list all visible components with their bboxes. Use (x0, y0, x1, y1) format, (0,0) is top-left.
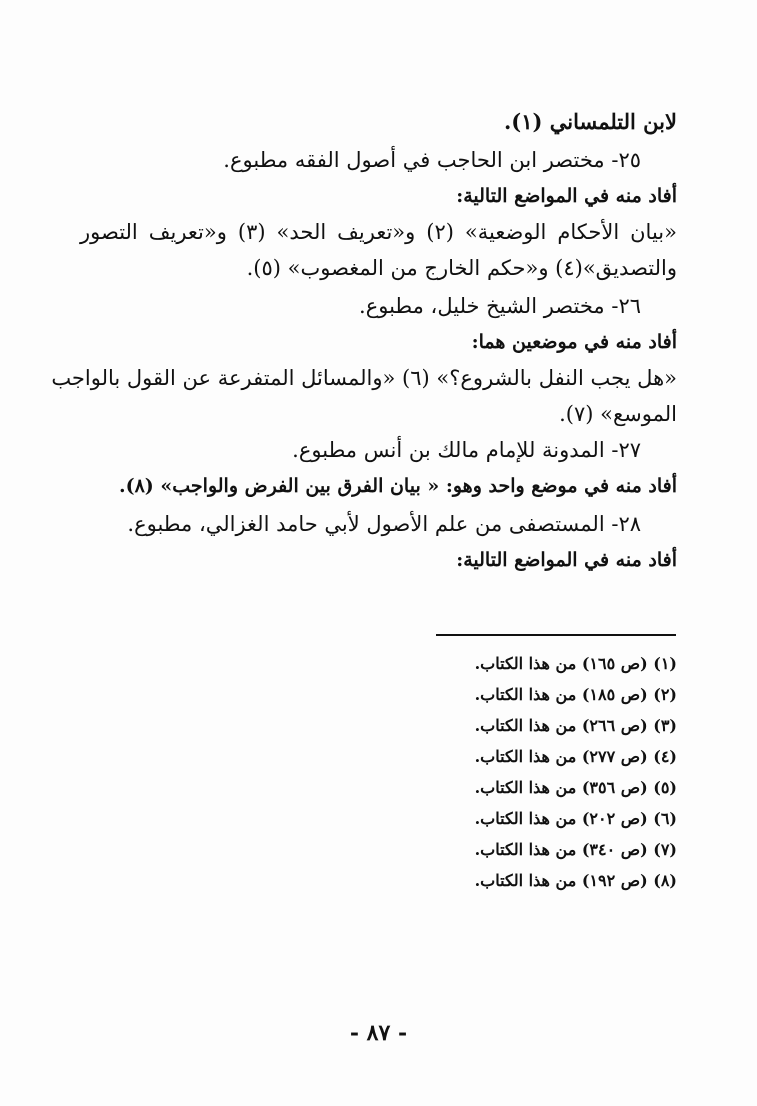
body-line-7: أفاد منه في موضعين هما: (471, 331, 677, 353)
footnote-2: (٢) (ص ١٨٥) من هذا الكتاب. (474, 685, 677, 704)
body-line-13: أفاد منه في المواضع التالية: (456, 549, 677, 571)
body-line-2: ٢٥- مختصر ابن الحاجب في أصول الفقه مطبوع. (223, 148, 641, 172)
body-line-1: لابن التلمساني (١). (503, 109, 677, 134)
page-number: - ٨٧ - (349, 1020, 408, 1046)
footnote-6: (٦) (ص ٢٠٢) من هذا الكتاب. (474, 809, 677, 828)
footnote-1: (١) (ص ١٦٥) من هذا الكتاب. (474, 654, 677, 673)
footnote-5: (٥) (ص ٣٥٦) من هذا الكتاب. (474, 778, 677, 797)
body-line-11: أفاد منه في موضع واحد وهو: « بيان الفرق بين الفرض والواجب» (٨). (118, 475, 677, 497)
body-line-6: ٢٦- مختصر الشيخ خليل، مطبوع. (359, 294, 641, 318)
footnote-7: (٧) (ص ٣٤٠) من هذا الكتاب. (474, 840, 677, 859)
footnote-4: (٤) (ص ٢٧٧) من هذا الكتاب. (474, 747, 677, 766)
footnote-8: (٨) (ص ١٩٢) من هذا الكتاب. (474, 871, 677, 890)
body-line-10: ٢٧- المدونة للإمام مالك بن أنس مطبوع. (292, 438, 641, 462)
footnote-divider (436, 634, 676, 636)
body-line-3: أفاد منه في المواضع التالية: (456, 185, 677, 207)
body-line-9: الموسع» (٧). (559, 402, 677, 426)
body-line-8: «هل يجب النفل بالشروع؟» (٦) «والمسائل المتفرعة عن القول بالواجب (51, 366, 677, 390)
body-line-12: ٢٨- المستصفى من علم الأصول لأبي حامد الغزالي، مطبوع. (127, 512, 641, 536)
footnote-3: (٣) (ص ٢٦٦) من هذا الكتاب. (474, 716, 677, 735)
body-line-4: «بيان الأحكام الوضعية» (٢) و«تعريف الحد» (٣) و«تعريف التصور (80, 220, 677, 244)
body-line-5: والتصديق»(٤) و«حكم الخارج من المغصوب» (٥). (246, 256, 677, 280)
